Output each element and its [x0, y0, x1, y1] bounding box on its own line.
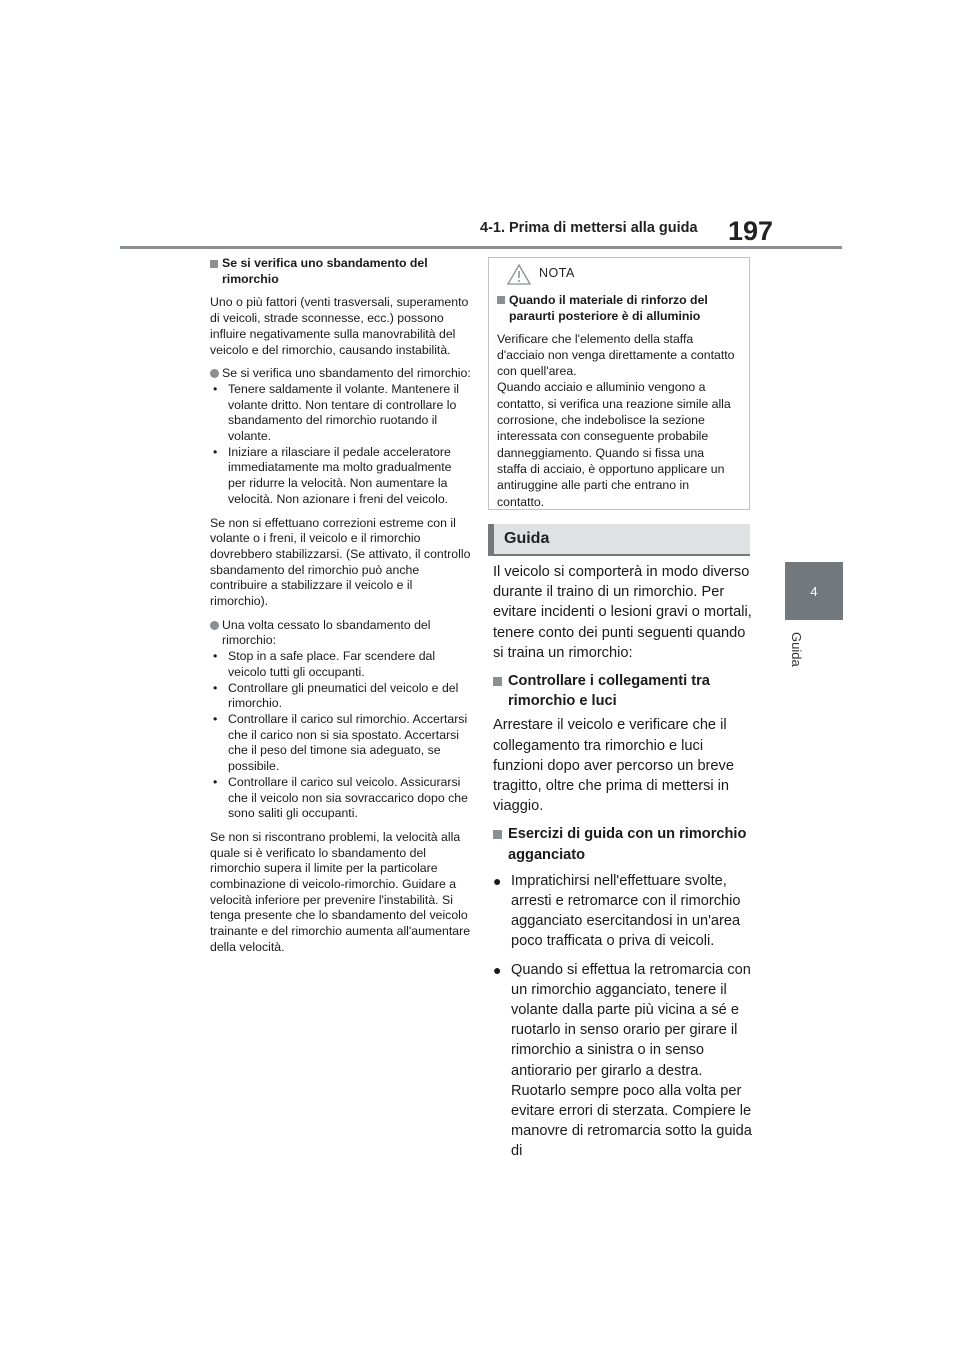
bullet-dot-icon: ● — [493, 961, 502, 978]
lights-paragraph: Arrestare il veicolo e verificare che il collegamento tra rimorchio e luci funzioni dopo aver percorso un breve tragitto, oltre che prima di mettersi in viaggio. — [493, 717, 734, 815]
note-header — [489, 258, 749, 288]
circle-bullet-icon — [210, 369, 219, 378]
case1-title: Se si verifica uno sbandamento del rimorchio: — [210, 366, 472, 382]
note-paragraph: Verificare che l'elemento della staffa d'acciaio non venga direttamente a contatto con quell'area. — [497, 331, 735, 379]
list-item: • Tenere saldamente il volante. Mantenere il volante dritto. Non tentare di controllare lo sbandamento del rimorchio ruotando il volante. — [213, 381, 460, 444]
chapter-number: 4 — [810, 583, 818, 599]
section-title: 4-1. Prima di mettersi alla guida — [480, 220, 698, 236]
list-item: • Controllare il carico sul veicolo. Assicurarsi che il veicolo non sia sovraccarico dopo che sono saliti gli occupanti. — [213, 774, 468, 821]
circle-bullet-icon — [210, 621, 219, 630]
chapter-label-text: Guida — [789, 632, 804, 667]
list-item: ● Impratichirsi nell'effettuare svolte, arresti e retromarce con il rimorchio agganciato esercitandosi in un'area poco trafficata o priva di veicoli. — [493, 871, 755, 952]
list-item: • Controllare il carico sul rimorchio. Accertarsi che il carico non si sia spostato. Accertarsi che il peso del timone sia adeguato, se possibile. — [213, 711, 468, 774]
bullet-dot-icon: ● — [493, 872, 502, 889]
stabilize-paragraph: Se non si effettuano correzioni estreme con il volante o i freni, il veicolo e il rimorchio dovrebbero stabilizzarsi. (Se attivato, il controllo sbandamento del rimorchio può anche contribuire a stabilizzare il veicolo e il rimorchio). — [210, 515, 471, 609]
guida-title: Guida — [504, 530, 550, 547]
sway-heading: Se si verifica uno sbandamento del rimorchio — [210, 256, 472, 287]
chapter-label — [786, 632, 806, 692]
note-title: NOTA — [539, 266, 575, 280]
square-bullet-icon — [497, 296, 505, 304]
list-item: ● Quando si effettua la retromarcia con un rimorchio agganciato, tenere il volante dalla parte più vicina a sé e ruotarlo in senso orario per girare il rimorchio a sinistra o in senso antiorario per girarlo a destra. Ruotarlo sempre poco alla volta per evitare errori di sterzata. Compiere le manovre di retromarcia sotto la guida di — [493, 960, 755, 1162]
square-bullet-icon — [493, 677, 502, 686]
note-box — [488, 257, 750, 510]
guida-section-header — [488, 524, 750, 556]
list-item: • Controllare gli pneumatici del veicolo e del rimorchio. — [213, 680, 459, 711]
note-paragraph: Quando acciaio e alluminio vengono a contatto, si verifica una reazione simile alla corrosione, che indebolisce la sezione interessata con conseguente probabile danneggiamento. Quando si fissa una staffa di acciaio, è opportuno applicare un antiruggine alle parti che entrano in contatto. — [497, 380, 731, 509]
left-column — [210, 256, 472, 956]
warning-icon — [507, 264, 531, 285]
list-item: • Iniziare a rilasciare il pedale acceleratore immediatamente ma molto gradualmente per ridurre la velocità. Non aumentare la velocità. Non azionare i freni del veicolo. — [213, 444, 452, 506]
square-bullet-icon — [210, 260, 218, 268]
case2-title: Una volta cessato lo sbandamento del rimorchio: — [210, 618, 472, 649]
lights-heading: Controllare i collegamenti tra rimorchio e luci — [493, 671, 755, 711]
right-column — [493, 562, 755, 1162]
guida-intro: Il veicolo si comporterà in modo diverso durante il traino di un rimorchio. Per evitare incidenti o lesioni gravi o mortali, tenere conto dei punti seguenti quando si traina un rimorchio: — [493, 564, 752, 661]
note-body — [497, 292, 737, 510]
list-item: • Stop in a safe place. Far scendere dal veicolo tutti gli occupanti. — [213, 649, 436, 679]
chapter-tab — [785, 562, 843, 620]
header-rule — [120, 246, 842, 249]
practice-heading: Esercizi di guida con un rimorchio agganciato — [493, 824, 755, 864]
note-heading: Quando il materiale di rinforzo del paraurti posteriore è di alluminio — [497, 292, 737, 325]
page-number: 197 — [728, 216, 774, 246]
sway-intro: Uno o più fattori (venti trasversali, superamento di veicoli, strade sconnesse, ecc.) possono influire negativamente sulla manovrabilità del veicolo e del rimorchio, causando instabilità. — [210, 295, 469, 357]
square-bullet-icon — [493, 830, 502, 839]
speed-paragraph: Se non si riscontrano problemi, la velocità alla quale si è verificato lo sbandamento del rimorchio supera il limite per la particolare combinazione di veicolo-rimorchio. Guidare a velocità inferiore per prevenire l'instabilità. Si tenga presente che lo sbandamento del veicolo trainante e del rimorchio aumenta all'aumentare della velocità. — [210, 829, 471, 954]
